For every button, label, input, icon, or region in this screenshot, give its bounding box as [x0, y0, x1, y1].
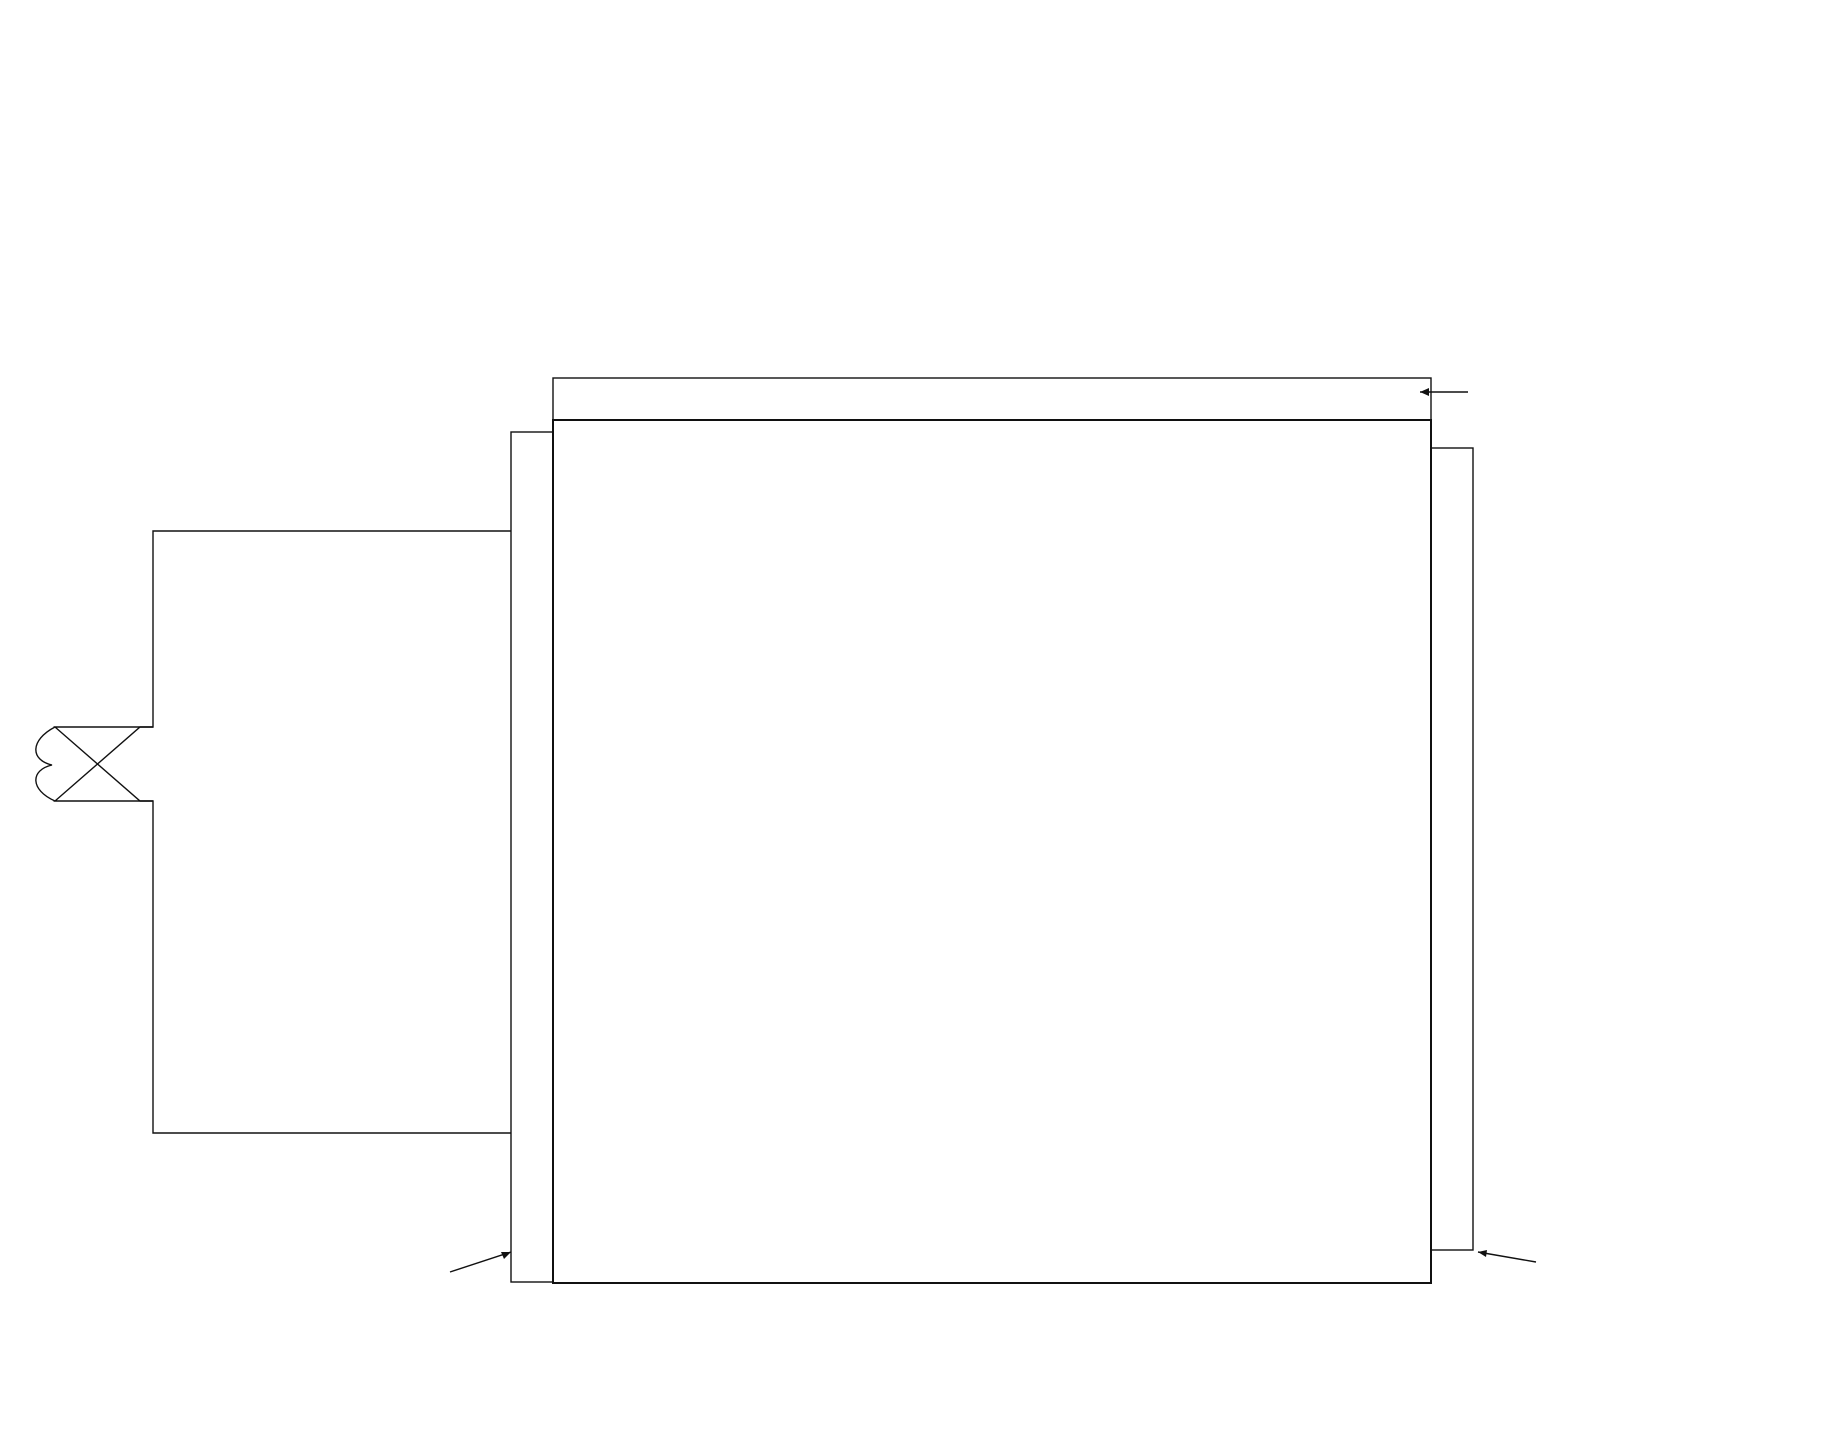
- left-connector-strip: [511, 432, 553, 1282]
- top-connector-caption: [1420, 388, 1468, 396]
- body-control-module-box: [553, 420, 1431, 1283]
- left-connector-caption: [450, 1252, 511, 1272]
- ccd-bus-twisted-pair: [36, 531, 511, 1133]
- right-connector-caption: [1478, 1250, 1536, 1262]
- top-connector-strip: [553, 378, 1431, 420]
- right-connector-strip: [1431, 448, 1473, 1250]
